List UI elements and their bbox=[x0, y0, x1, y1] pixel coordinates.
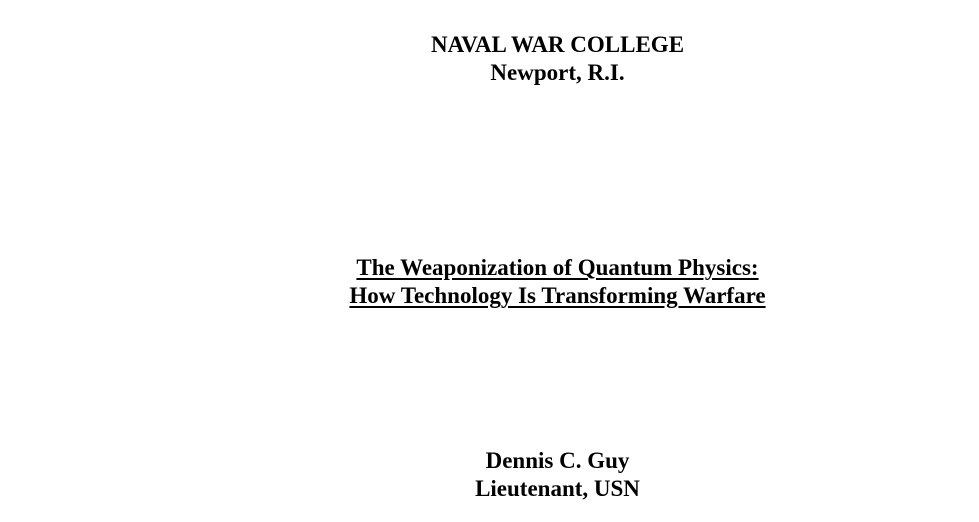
author-rank: Lieutenant, USN bbox=[475, 476, 640, 501]
institution-location: Newport, R.I. bbox=[490, 60, 625, 85]
author-block bbox=[0, 447, 979, 503]
title-line-2: How Technology Is Transforming Warfare bbox=[349, 283, 766, 308]
title-line-1: The Weaponization of Quantum Physics: bbox=[356, 255, 759, 280]
header-block bbox=[0, 31, 979, 87]
institution-name: NAVAL WAR COLLEGE bbox=[430, 32, 685, 57]
document-title bbox=[0, 254, 979, 310]
author-name: Dennis C. Guy bbox=[485, 448, 630, 473]
